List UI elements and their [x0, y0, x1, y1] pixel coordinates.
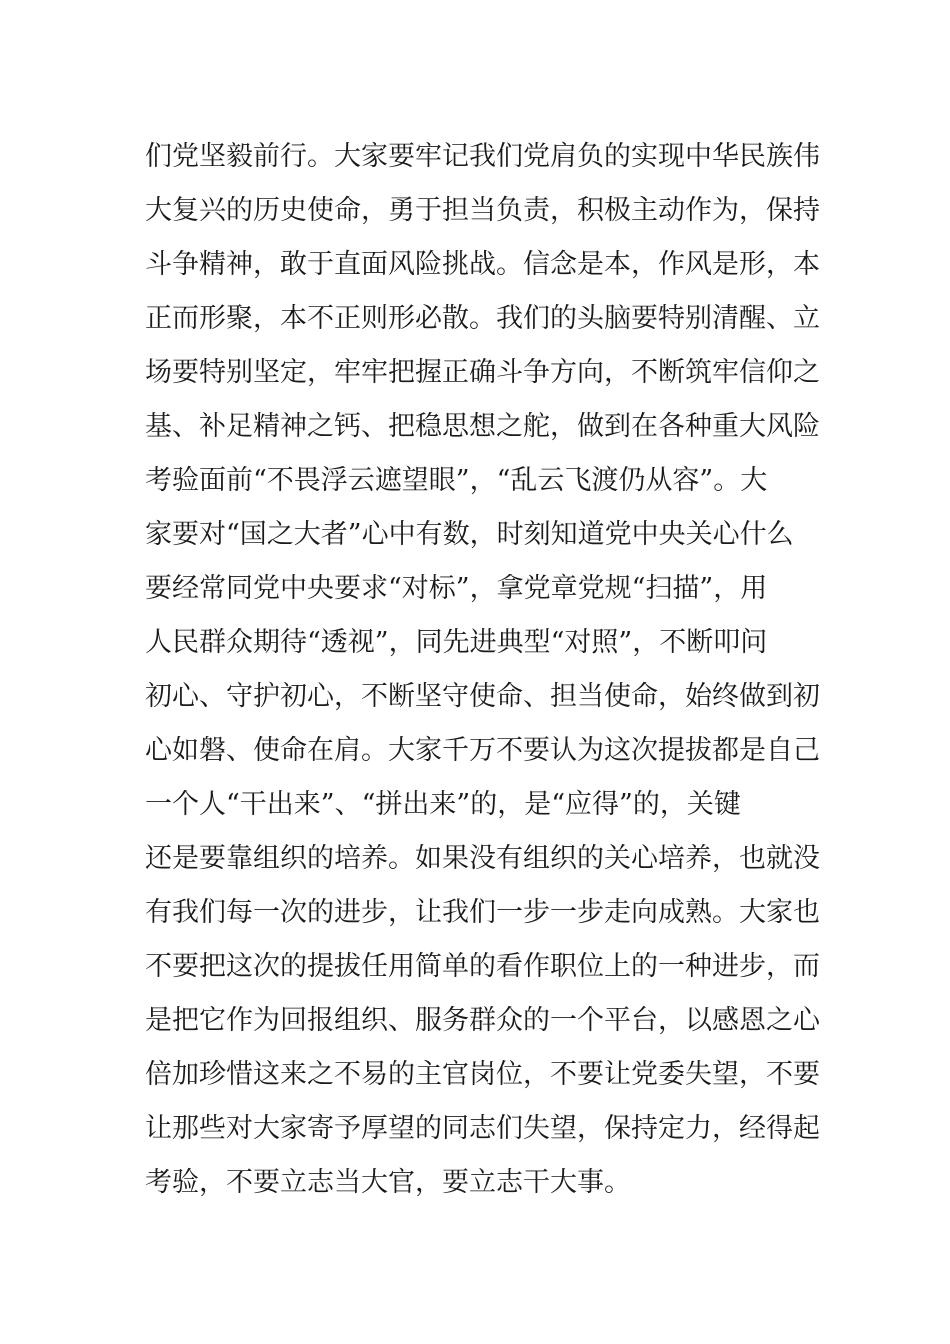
text-line-15: 有我们每一次的进步，让我们一步一步走向成熟。大家也	[145, 897, 820, 928]
text-line-20: 考验，不要立志当大官，要立志干大事。	[145, 1167, 631, 1198]
text-line-2: 大复兴的历史使命，勇于担当负责，积极主动作为，保持	[145, 195, 820, 226]
text-line-5: 场要特别坚定，牢牢把握正确斗争方向，不断筑牢信仰之	[145, 357, 820, 388]
text-line-3: 斗争精神，敢于直面风险挑战。信念是本，作风是形，本	[145, 249, 820, 280]
text-line-16: 不要把这次的提拔任用简单的看作职位上的一种进步，而	[145, 951, 820, 982]
text-line-19: 让那些对大家寄予厚望的同志们失望，保持定力，经得起	[145, 1113, 820, 1144]
text-line-9: 要经常同党中央要求“对标”，拿党章党规“扫描”，用	[145, 573, 768, 604]
text-line-7: 考验面前“不畏浮云遮望眼”，“乱云飞渡仍从容”。大	[145, 465, 768, 496]
text-line-12: 心如磐、使命在肩。大家千万不要认为这次提拔都是自己	[145, 735, 820, 766]
text-line-6: 基、补足精神之钙、把稳思想之舵，做到在各种重大风险	[145, 411, 820, 442]
text-line-4: 正而形聚，本不正则形必散。我们的头脑要特别清醒、立	[145, 303, 820, 334]
text-line-8: 家要对“国之大者”心中有数，时刻知道党中央关心什么	[145, 519, 794, 550]
text-line-11: 初心、守护初心，不断坚守使命、担当使命，始终做到初	[145, 681, 820, 712]
text-line-14: 还是要靠组织的培养。如果没有组织的关心培养，也就没	[145, 843, 820, 874]
body-paragraph	[145, 130, 825, 1210]
text-line-17: 是把它作为回报组织、服务群众的一个平台，以感恩之心	[145, 1005, 820, 1036]
text-line-18: 倍加珍惜这来之不易的主官岗位，不要让党委失望，不要	[145, 1059, 820, 1090]
text-line-10: 人民群众期待“透视”，同先进典型“对照”，不断叩问	[145, 627, 768, 658]
text-line-13: 一个人“干出来”、“拼出来”的，是“应得”的，关键	[145, 789, 741, 820]
text-line-1: 们党坚毅前行。大家要牢记我们党肩负的实现中华民族伟	[145, 141, 820, 172]
